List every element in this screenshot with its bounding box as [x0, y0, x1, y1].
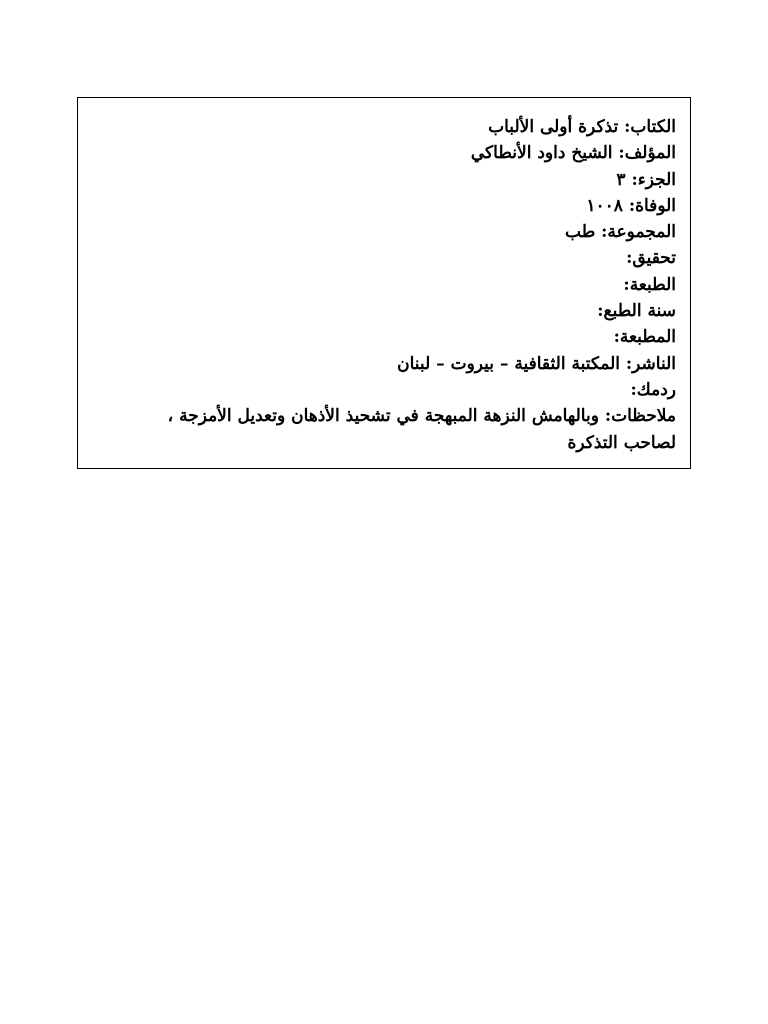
book-info-card — [77, 97, 691, 469]
part-line: الجزء: ٣ — [616, 169, 676, 190]
author-line: المؤلف: الشيخ داود الأنطاكي — [470, 143, 676, 164]
editor-line: تحقيق: — [626, 248, 676, 269]
edition-line: الطبعة: — [623, 274, 676, 295]
publisher-line: الناشر: المكتبة الثقافية – بيروت – لبنان — [397, 353, 676, 374]
print-year-line: سنة الطبع: — [597, 301, 676, 322]
notes-continuation-line: لصاحب التذكرة — [567, 432, 676, 453]
notes-line: ملاحظات: وبالهامش النزهة المبهجة في تشحيذ الأذهان وتعديل الأمزجة ، — [167, 406, 676, 427]
book-title-line: الكتاب: تذكرة أولى الألباب — [488, 117, 676, 137]
press-line: المطبعة: — [613, 327, 676, 348]
death-year-line: الوفاة: ١٠٠٨ — [586, 195, 676, 216]
isbn-line: ردمك: — [630, 379, 676, 400]
collection-line: المجموعة: طب — [565, 222, 676, 243]
